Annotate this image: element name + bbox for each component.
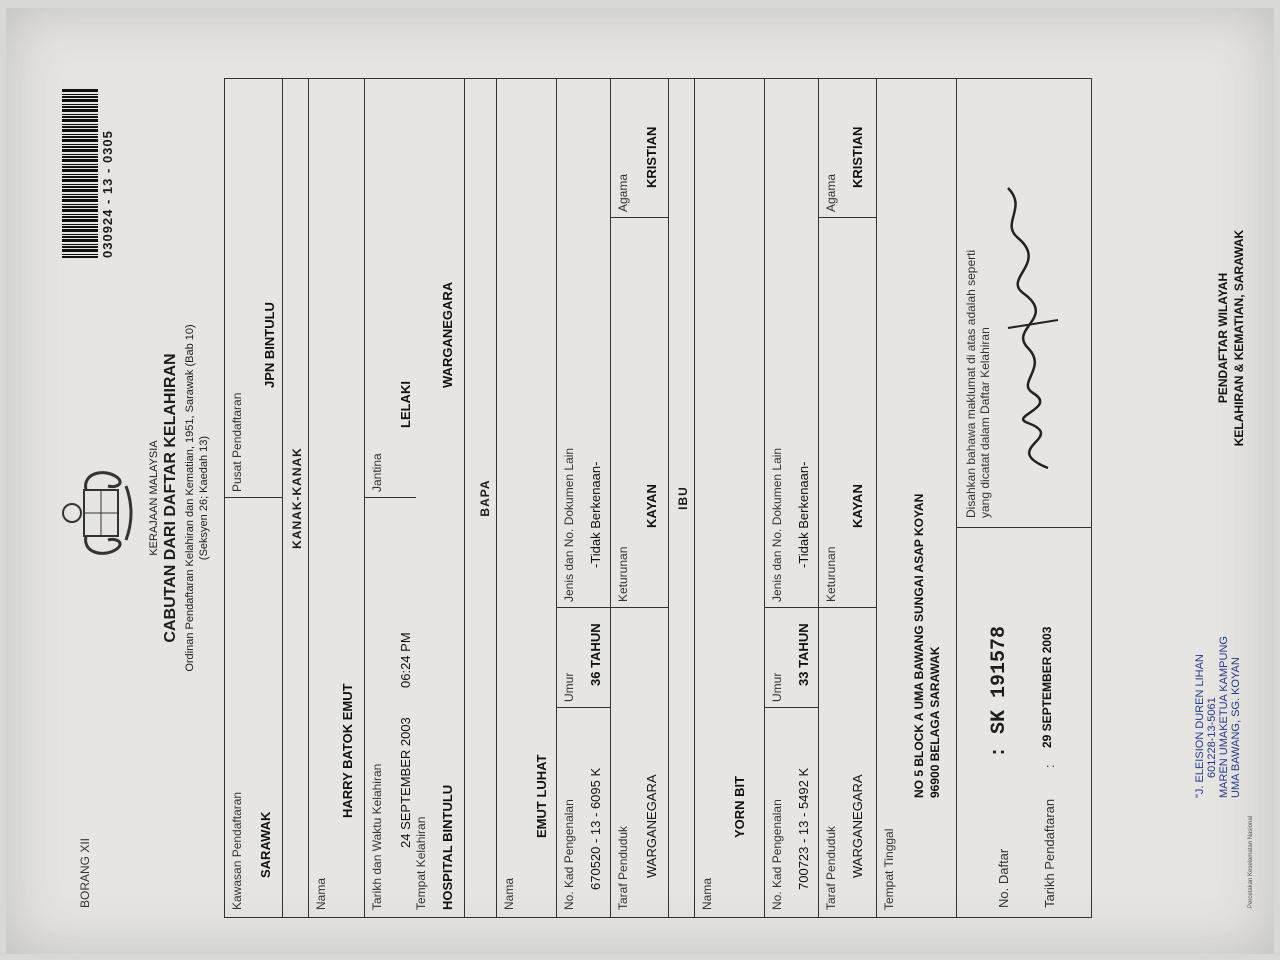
child-sex-value: LELAKI [398,381,413,428]
mother-doc-value: -Tidak Berkenaan- [796,461,811,568]
document-paper [6,8,1274,954]
stamp-name: "J. ELEISION DUREN LIHAN [1194,654,1206,798]
father-status-value: WARGANEGARA [644,774,659,878]
stamp-title: MAREN UMAKETUA KAMPUNG [1218,636,1230,798]
child-dob-label: Tarikh dan Waktu Kelahiran [370,763,384,910]
child-dob-date: 24 SEPTEMBER 2003 [398,717,413,848]
mother-race-label: Keturunan [824,546,838,602]
mother-religion-value: KRISTIAN [850,126,865,188]
mother-religion-label: Agama [824,173,838,212]
child-pob-label: Tempat Kelahiran [414,816,428,910]
document-title: CABUTAN DARI DAFTAR KELAHIRAN [162,353,179,643]
father-age-label: Umur [562,672,576,702]
father-doc-value: -Tidak Berkenaan- [588,461,603,568]
registration-area-value: SARAWAK [258,811,273,878]
father-name-value: EMUT LUHAT [534,754,549,838]
registrar-title-1: PENDAFTAR WILAYAH [1216,272,1230,404]
registrar-signature [988,178,1078,478]
child-name-label: Nama [314,877,328,910]
father-doc-label: Jenis dan No. Dokumen Lain [562,447,576,602]
mother-age-value: 33 TAHUN [796,623,811,686]
barcode [62,88,118,258]
mother-race-value: KAYAN [850,484,865,528]
father-religion-value: KRISTIAN [644,126,659,188]
mother-name-label: Nama [700,877,714,910]
registration-centre-label: Pusat Pendaftaran [230,392,244,492]
subtitle-ordinance: Ordinan Pendaftaran Kelahiran dan Kematian, 1951, Sarawak (Bab 10) [184,324,196,672]
mother-ic-label: No. Kad Pengenalan [770,799,784,910]
mother-name-value: YORN BIT [732,775,747,838]
reg-no-label: No. Daftar [996,848,1011,908]
coat-of-arms-icon [56,458,138,568]
father-status-label: Taraf Penduduk [616,825,630,910]
certification-line-2: yang dicatat dalam Daftar Kelahiran [978,327,992,518]
certification-line-1: Disahkan bahawa maklumat di atas adalah seperti [964,249,978,518]
father-age-value: 36 TAHUN [588,623,603,686]
subtitle-section: (Seksyen 26; Kaedah 13) [198,435,210,561]
father-name-label: Nama [502,877,516,910]
child-section-title: KANAK-KANAK [290,447,304,549]
stamp-location: UMA BAWANG, SG. KOYAN [1230,657,1242,798]
child-pob-value: HOSPITAL BINTULU [440,784,455,910]
father-race-value: KAYAN [644,484,659,528]
registrar-title-2: KELAHIRAN & KEMATIAN, SARAWAK [1232,229,1246,447]
birth-certificate [26,48,1266,948]
child-dob-time: 06:24 PM [398,632,413,688]
father-ic-label: No. Kad Pengenalan [562,799,576,910]
father-religion-label: Agama [616,173,630,212]
reg-date-value: 29 SEPTEMBER 2003 [1040,626,1054,748]
child-sex-label: Jantina [370,453,384,492]
residence-line-2: 96900 BELAGA SARAWAK [928,646,942,798]
registration-centre-value: JPN BINTULU [262,302,277,388]
village-head-stamp [1194,636,1242,798]
stamp-ic: 601228-13-5061 [1206,697,1218,778]
residence-line-1: NO 5 BLOCK A UMA BAWANG SUNGAI ASAP KOYAN [912,493,926,798]
father-section-title: BAPA [478,479,492,517]
mother-section-title: IBU [676,486,690,510]
registration-area-label: Kawasan Pendaftaran [230,791,244,910]
mother-ic-value: 700723 - 13 - 5492 K [796,767,811,890]
mother-doc-label: Jenis dan No. Dokumen Lain [770,447,784,602]
reg-date-label: Tarikh Pendaftaran [1042,798,1057,908]
child-citizenship-value: WARGANEGARA [440,281,455,388]
printer-mark: Percetakan Keselamatan Nasional [1248,815,1254,908]
mother-status-value: WARGANEGARA [850,774,865,878]
mother-age-label: Umur [770,672,784,702]
residence-label: Tempat Tinggal [882,828,896,910]
mother-status-label: Taraf Penduduk [824,825,838,910]
reg-date-colon: : [1042,764,1057,768]
form-number: BORANG XII [78,837,92,908]
father-race-label: Keturunan [616,546,630,602]
child-name-value: HARRY BATOK EMUT [340,683,355,818]
reg-no-value: : SK 191578 [988,625,1011,758]
government-heading: KERAJAAN MALAYSIA [148,440,160,556]
barcode-number: 030924 - 13 - 0305 [100,130,115,258]
father-ic-value: 670520 - 13 - 6095 K [588,767,603,890]
